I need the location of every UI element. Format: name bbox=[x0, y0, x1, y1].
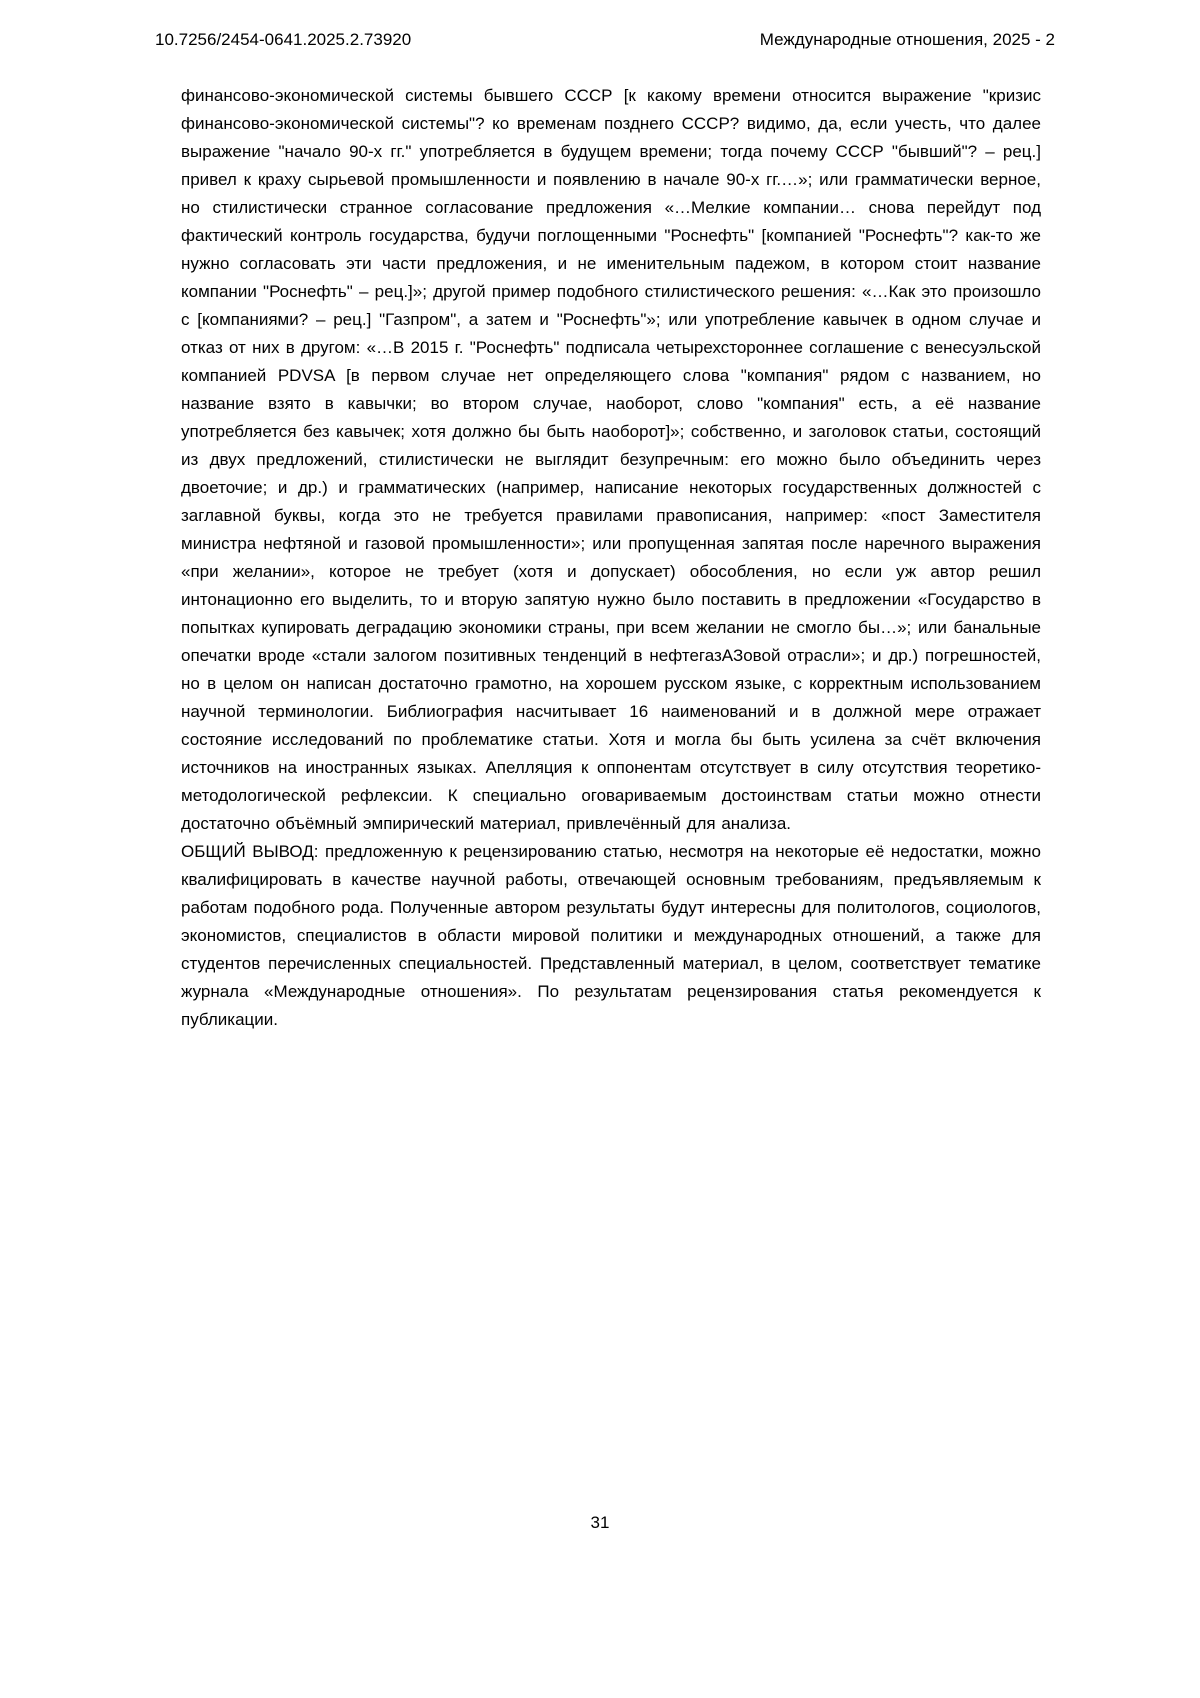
doi-text: 10.7256/2454-0641.2025.2.73920 bbox=[155, 30, 412, 49]
body-paragraph: финансово-экономической системы бывшего СССР [к какому времени относится выражение "кризис финансово-экономической системы"? ко временам позднего СССР? видимо, да, если учесть, что далее выражение "начало 90-х гг." употребляется в будущем времени; тогда почему СССР "бывший"? – рец.] привел к краху сырьевой промышленности и появлению в начале 90-х гг.…»; или грамматически верное, но стилистически странное согласование предложения «…Мелкие компании… снова перейдут под фактический контроль государства, будучи поглощенными "Роснефть" [компанией "Роснефть"? как-то же нужно согласовать эти части предложения, и не именительным падежом, в котором стоит название компании "Роснефть" – рец.]»; другой пример подобного стилистического решения: «…Как это произошло с [компаниями? – рец.] "Газпром", а затем и "Роснефть"»; или употребление кавычек в одном случае и отказ от них в другом: «…В 2015 г. "Роснефть" подписала четырехстороннее соглашение с венесуэльской компанией PDVSA [в первом случае нет определяющего слова "компания" рядом с названием, но название взято в кавычки; во втором случае, наоборот, слово "компания" есть, а её название употребляется без кавычек; хотя должно бы быть наоборот]»; собственно, и заголовок статьи, состоящий из двух предложений, стилистически не выглядит безупречным: его можно было объединить через двоеточие; и др.) и грамматических (например, написание некоторых государственных должностей с заглавной буквы, когда это не требуется правилами правописания, например: «пост Заместителя министра нефтяной и газовой промышленности»; или пропущенная запятая после наречного выражения «при желании», которое не требует (хотя и допускает) обособления, но если уж автор решил интонационно его выделить, то и вторую запятую нужно было поставить в предложении «Государство в попытках купировать деградацию экономики страны, при всем желании не смогло бы…»; или банальные опечатки вроде «стали залогом позитивных тенденций в нефтегазАЗовой отрасли»; и др.) погрешностей, но в целом он написан достаточно грамотно, на хорошем русском языке, с корректным использованием научной терминологии. Библиография насчитывает 16 наименований и в должной мере отражает состояние исследований по проблематике статьи. Хотя и могла бы быть усилена за счёт включения источников на иностранных языках. Апелляция к оппонентам отсутствует в силу отсутствия теоретико-методологической рефлексии. К специально оговариваемым достоинствам статьи можно отнести достаточно объёмный эмпирический материал, привлечённый для анализа. bbox=[181, 86, 1041, 833]
page-body bbox=[181, 82, 1041, 1034]
journal-title: Международные отношения, 2025 - 2 bbox=[759, 30, 1055, 49]
page-number: 31 bbox=[590, 1513, 610, 1532]
conclusion-paragraph: ОБЩИЙ ВЫВОД: предложенную к рецензированию статью, несмотря на некоторые её недостатки, можно квалифицировать в качестве научной работы, отвечающей основным требованиям, предъявляемым к работам подобного рода. Полученные автором результаты будут интересны для политологов, социологов, экономистов, специалистов в области мировой политики и международных отношений, а также для студентов перечисленных специальностей. Представленный материал, в целом, соответствует тематике журнала «Международные отношения». По результатам рецензирования статья рекомендуется к публикации. bbox=[181, 842, 1041, 1029]
page-footer bbox=[0, 1513, 1200, 1533]
page-header bbox=[155, 30, 1055, 50]
